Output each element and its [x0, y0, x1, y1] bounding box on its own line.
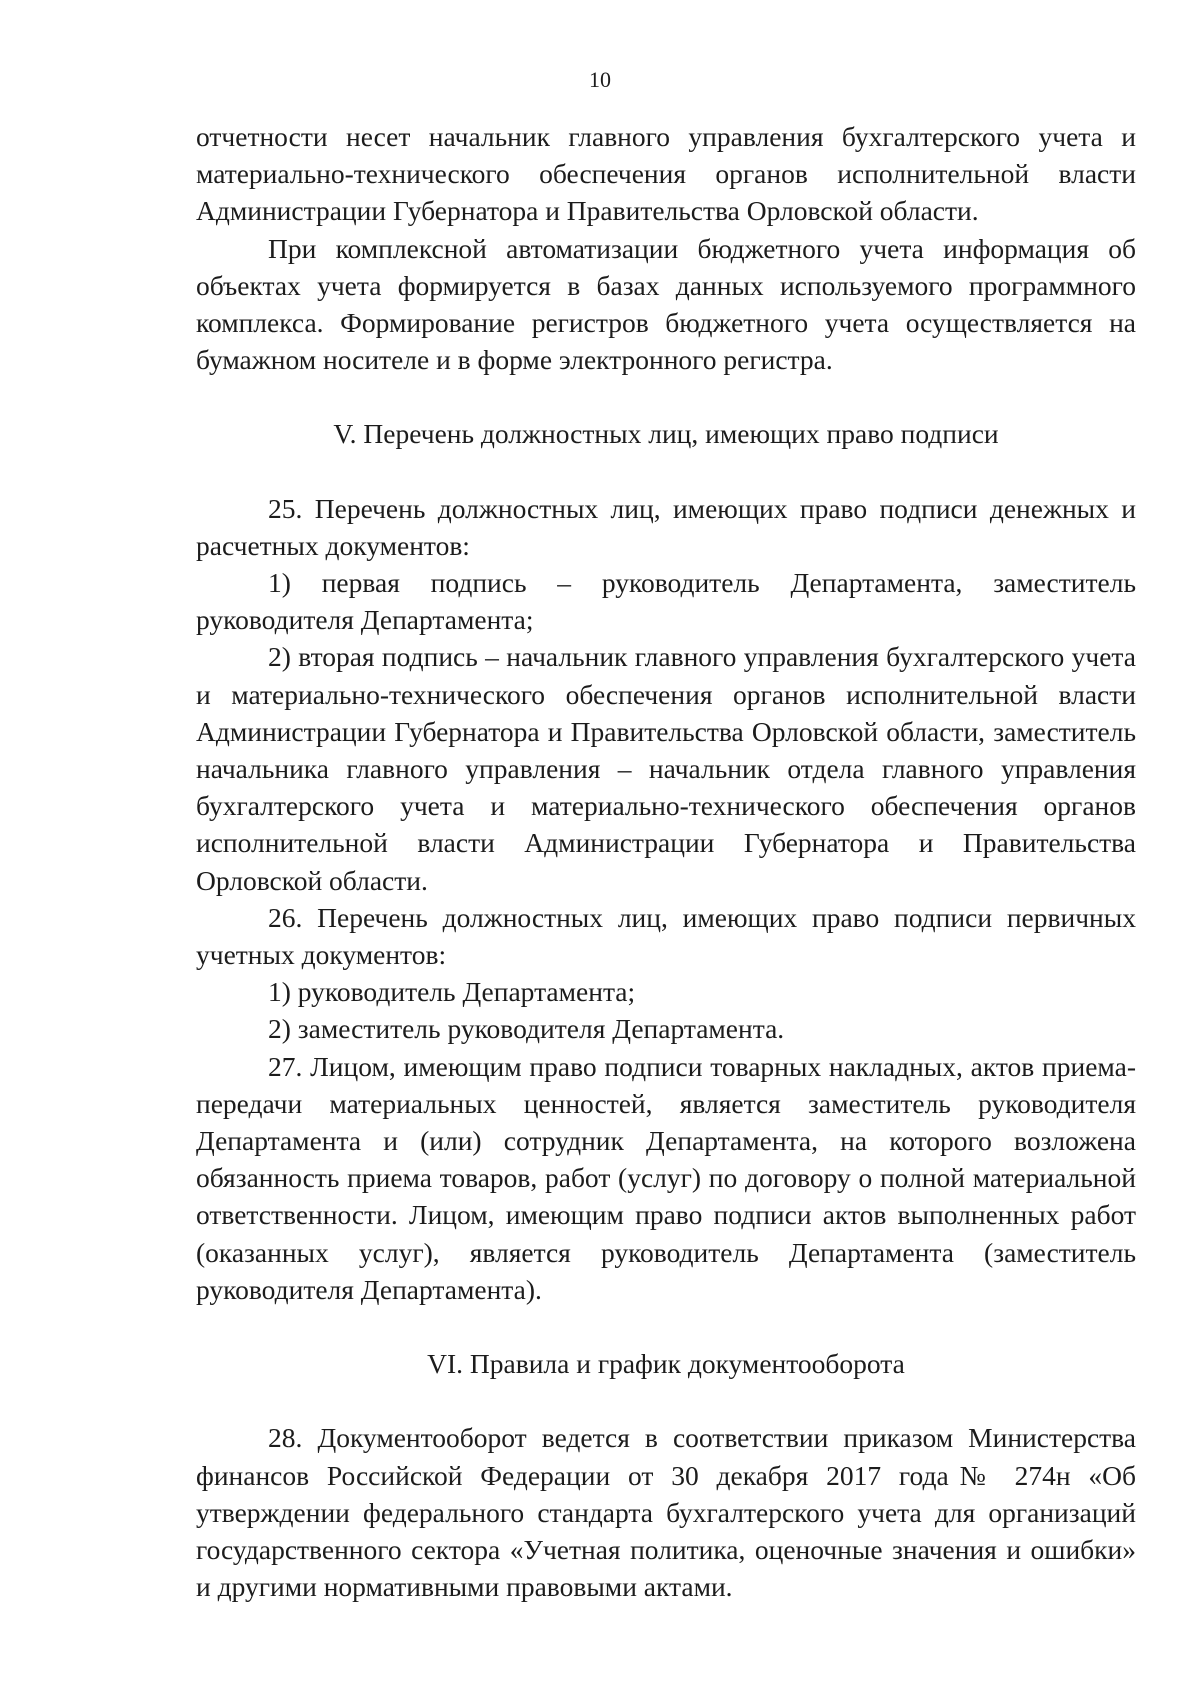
paragraph-26-item-1: 1) руководитель Департамента;: [268, 976, 636, 1008]
paragraph-26-item-2: 2) заместитель руководителя Департамента.: [268, 1013, 785, 1045]
spacer: [196, 1308, 1136, 1345]
paragraph-continuation: отчетности несет начальник главного управления бухгалтерского учета и материально-технического обеспечения органов исполнительной власти Администрации Губернатора и Правительства Орловской области.: [196, 121, 1136, 227]
section-heading-vi: VI. Правила и график документооборота: [427, 1348, 905, 1380]
spacer: [196, 378, 1136, 415]
page-number: 10: [589, 67, 611, 92]
spacer: [196, 453, 1136, 490]
paragraph-25-item-1: 1) первая подпись – руководитель Департамента, заместитель руководителя Департамента;: [196, 567, 1136, 636]
document-body: [196, 118, 1136, 1605]
section-heading-v: V. Перечень должностных лиц, имеющих право подписи: [333, 418, 999, 450]
paragraph-25: 25. Перечень должностных лиц, имеющих право подписи денежных и расчетных документов:: [196, 492, 1136, 561]
spacer: [196, 1382, 1136, 1419]
paragraph-27: 27. Лицом, имеющим право подписи товарных накладных, актов приема-передачи материальных ценностей, является заместитель руководителя Департамента и (или) сотрудник Департамента, на которого возложена обязанность приема товаров, работ (услуг) по договору о полной материальной ответственности. Лицом, имеющим право подписи актов выполненных работ (оказанных услуг), является руководитель Департамента (заместитель руководителя Департамента).: [196, 1050, 1136, 1305]
paragraph-25-item-2: 2) вторая подпись – начальник главного управления бухгалтерского учета и материально-технического обеспечения органов исполнительной власти Администрации Губернатора и Правительства Орловской области, заместитель начальника главного управления – начальник отдела главного управления бухгалтерского учета и материально-технического обеспечения органов исполнительной власти Администрации Губернатора и Правительства Орловской области.: [196, 641, 1136, 896]
paragraph-automation: При комплексной автоматизации бюджетного учета информация об объектах учета формируется в базах данных используемого программного комплекса. Формирование регистров бюджетного учета осуществляется на бумажном носителе и в форме электронного регистра.: [196, 232, 1136, 376]
paragraph-28: 28. Документооборот ведется в соответствии приказом Министерства финансов Российской Федерации от 30 декабря 2017 года№ 274н «Об утверждении федерального стандарта бухгалтерского учета для организаций государственного сектора «Учетная политика, оценочные значения и ошибки» и другими нормативными правовыми актами.: [196, 1422, 1136, 1603]
paragraph-26: 26. Перечень должностных лиц, имеющих право подписи первичных учетных документов:: [196, 901, 1136, 971]
